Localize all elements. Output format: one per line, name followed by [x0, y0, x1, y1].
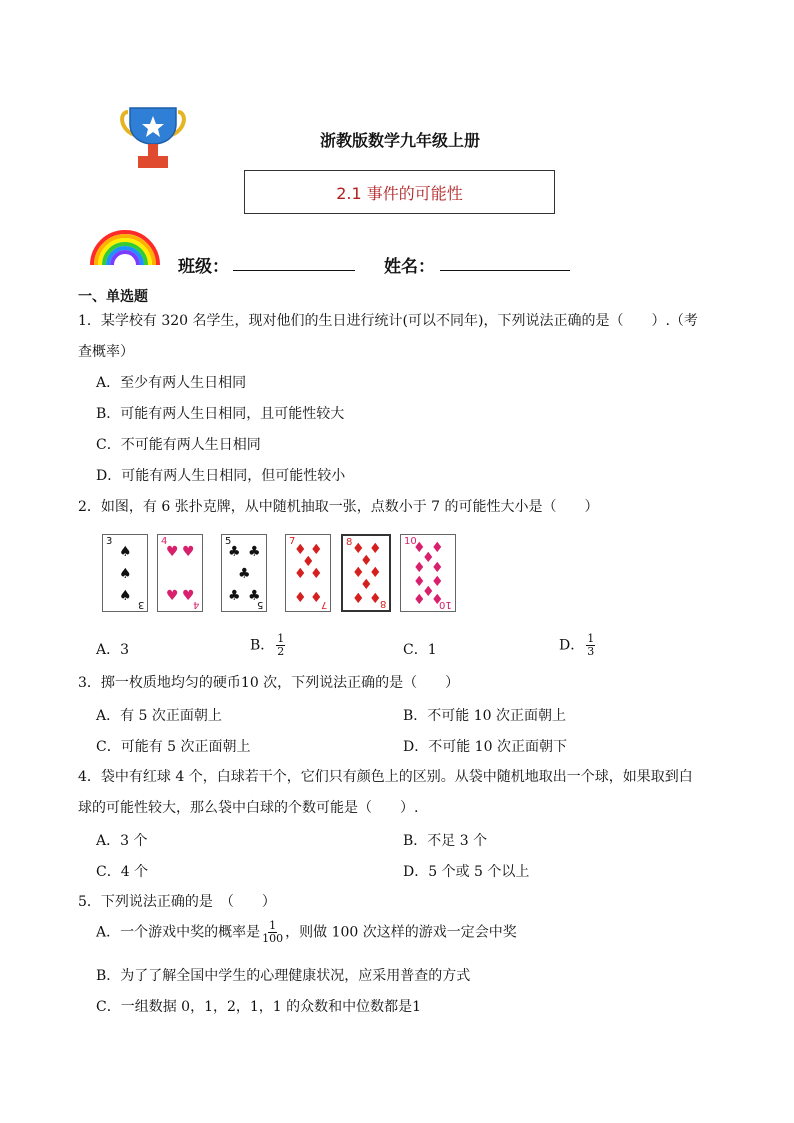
diamond-icon: ♦	[294, 590, 307, 606]
diamond-icon: ♦	[360, 553, 373, 569]
question-3-option-a[interactable]: A．有 5 次正面朝上	[96, 708, 222, 724]
fraction-one-third: $\frac{1}{3}$	[587, 632, 595, 658]
lesson-title: 2.1 事件的可能性	[336, 183, 463, 203]
diamond-icon: ♦	[431, 540, 444, 556]
question-2-option-a[interactable]: A．3	[96, 642, 130, 658]
spade-icon: ♠	[119, 566, 132, 582]
question-4-stem: 4．袋中有红球 4 个，白球若干个，它们只有颜色上的区别。从袋中随机地取出一个球，如果取到白	[78, 769, 693, 785]
question-3-stem: 3．掷一枚质地均匀的硬币10 次，下列说法正确的是（ ）	[78, 675, 460, 691]
question-5-option-c[interactable]: C．一组数据 0，1，2，1，1 的众数和中位数都是1	[96, 999, 422, 1015]
heart-icon: ♥	[166, 544, 179, 560]
question-4-option-d[interactable]: D．5 个或 5 个以上	[403, 864, 530, 880]
club-icon: ♣	[238, 566, 251, 582]
question-1-option-d[interactable]: D．可能有两人生日相同，但可能性较小	[96, 468, 346, 484]
diamond-icon: ♦	[413, 592, 426, 608]
question-4-option-b[interactable]: B．不足 3 个	[403, 833, 488, 849]
playing-card-5-clubs: 5 ♣ ♣ ♣ ♣ ♣ 5	[221, 534, 267, 612]
club-icon: ♣	[228, 544, 241, 560]
club-icon: ♣	[228, 588, 241, 604]
question-2-stem: 2．如图，有 6 张扑克牌，从中随机抽取一张，点数小于 7 的可能性大小是（ ）	[78, 499, 599, 515]
question-1-option-c[interactable]: C．不可能有两人生日相同	[96, 437, 261, 453]
diamond-icon: ♦	[369, 541, 382, 557]
question-3-option-c[interactable]: C．可能有 5 次正面朝上	[96, 739, 251, 755]
heart-icon: ♥	[182, 544, 195, 560]
playing-card-4-hearts: 4 ♥ ♥ ♥ ♥ 4	[157, 534, 203, 612]
section-title: 一、单选题	[78, 289, 148, 305]
club-icon: ♣	[248, 544, 261, 560]
diamond-icon: ♦	[352, 591, 365, 607]
fraction-one-half: $\frac{1}{2}$	[277, 632, 285, 658]
diamond-icon: ♦	[431, 592, 444, 608]
question-1-stem: 1．某学校有 320 名学生，现对他们的生日进行统计(可以不同年)，下列说法正确的是（ ）.（考	[78, 313, 698, 329]
question-1-stem-cont: 查概率）	[78, 344, 134, 360]
diamond-icon: ♦	[310, 566, 323, 582]
diamond-icon: ♦	[369, 591, 382, 607]
class-label: 班级：	[178, 257, 229, 277]
diamond-icon: ♦	[294, 566, 307, 582]
name-label: 姓名：	[384, 257, 435, 277]
question-4-option-a[interactable]: A．3 个	[96, 833, 148, 849]
diamond-icon: ♦	[422, 584, 435, 600]
question-4-option-c[interactable]: C．4 个	[96, 864, 149, 880]
diamond-icon: ♦	[413, 560, 426, 576]
question-3-option-d[interactable]: D．不可能 10 次正面朝下	[403, 739, 567, 755]
question-5-option-b[interactable]: B．为了了解全国中学生的心理健康状况，应采用普查的方式	[96, 968, 471, 984]
spade-icon: ♠	[119, 588, 132, 604]
diamond-icon: ♦	[360, 577, 373, 593]
diamond-icon: ♦	[413, 574, 426, 590]
playing-card-10-diamonds: 10 ♦ ♦ ♦ ♦ ♦ ♦ ♦ ♦ ♦ ♦ 10	[400, 534, 456, 612]
diamond-icon: ♦	[422, 550, 435, 566]
question-1-option-a[interactable]: A．至少有两人生日相同	[96, 375, 247, 391]
heart-icon: ♥	[166, 588, 179, 604]
playing-card-7-diamonds: 7 ♦ ♦ ♦ ♦ ♦ ♦ ♦ 7	[285, 534, 331, 612]
diamond-icon: ♦	[352, 565, 365, 581]
rainbow-icon	[88, 225, 162, 267]
diamond-icon: ♦	[310, 590, 323, 606]
question-4-stem-cont: 球的可能性较大，那么袋中白球的个数可能是（ ）.	[78, 800, 419, 816]
question-5-option-a[interactable]: A．一个游戏中奖的概率是 $\frac{1}{100}$ ，则做 100 次这样的游戏一定会中奖	[96, 919, 517, 945]
question-3-option-b[interactable]: B．不可能 10 次正面朝上	[403, 708, 567, 724]
diamond-icon: ♦	[294, 542, 307, 558]
heart-icon: ♥	[182, 588, 195, 604]
playing-card-3-spades: 3 ♠ ♠ ♠ 3	[102, 534, 148, 612]
diamond-icon: ♦	[302, 554, 315, 570]
question-2-option-d[interactable]: D． $\frac{1}{3}$	[559, 632, 595, 658]
question-5-stem: 5．下列说法正确的是 （ ）	[78, 894, 276, 910]
diamond-icon: ♦	[310, 542, 323, 558]
document-title: 浙教版数学九年级上册	[319, 131, 480, 150]
club-icon: ♣	[248, 588, 261, 604]
diamond-icon: ♦	[369, 565, 382, 581]
question-2-option-b[interactable]: B． $\frac{1}{2}$	[250, 632, 285, 658]
lesson-title-box	[244, 170, 555, 214]
diamond-icon: ♦	[413, 540, 426, 556]
question-2-option-c[interactable]: C．1	[403, 642, 437, 658]
diamond-icon: ♦	[352, 541, 365, 557]
name-input-line[interactable]	[440, 270, 570, 271]
trophy-icon	[118, 104, 188, 170]
diamond-icon: ♦	[431, 560, 444, 576]
playing-card-8-diamonds: 8 ♦ ♦ ♦ ♦ ♦ ♦ ♦ ♦ 8	[341, 534, 391, 612]
question-1-option-b[interactable]: B．可能有两人生日相同，且可能性较大	[96, 406, 345, 422]
fraction-one-hundredth: $\frac{1}{100}$	[262, 919, 284, 945]
diamond-icon: ♦	[431, 574, 444, 590]
class-input-line[interactable]	[233, 270, 355, 271]
spade-icon: ♠	[119, 544, 132, 560]
